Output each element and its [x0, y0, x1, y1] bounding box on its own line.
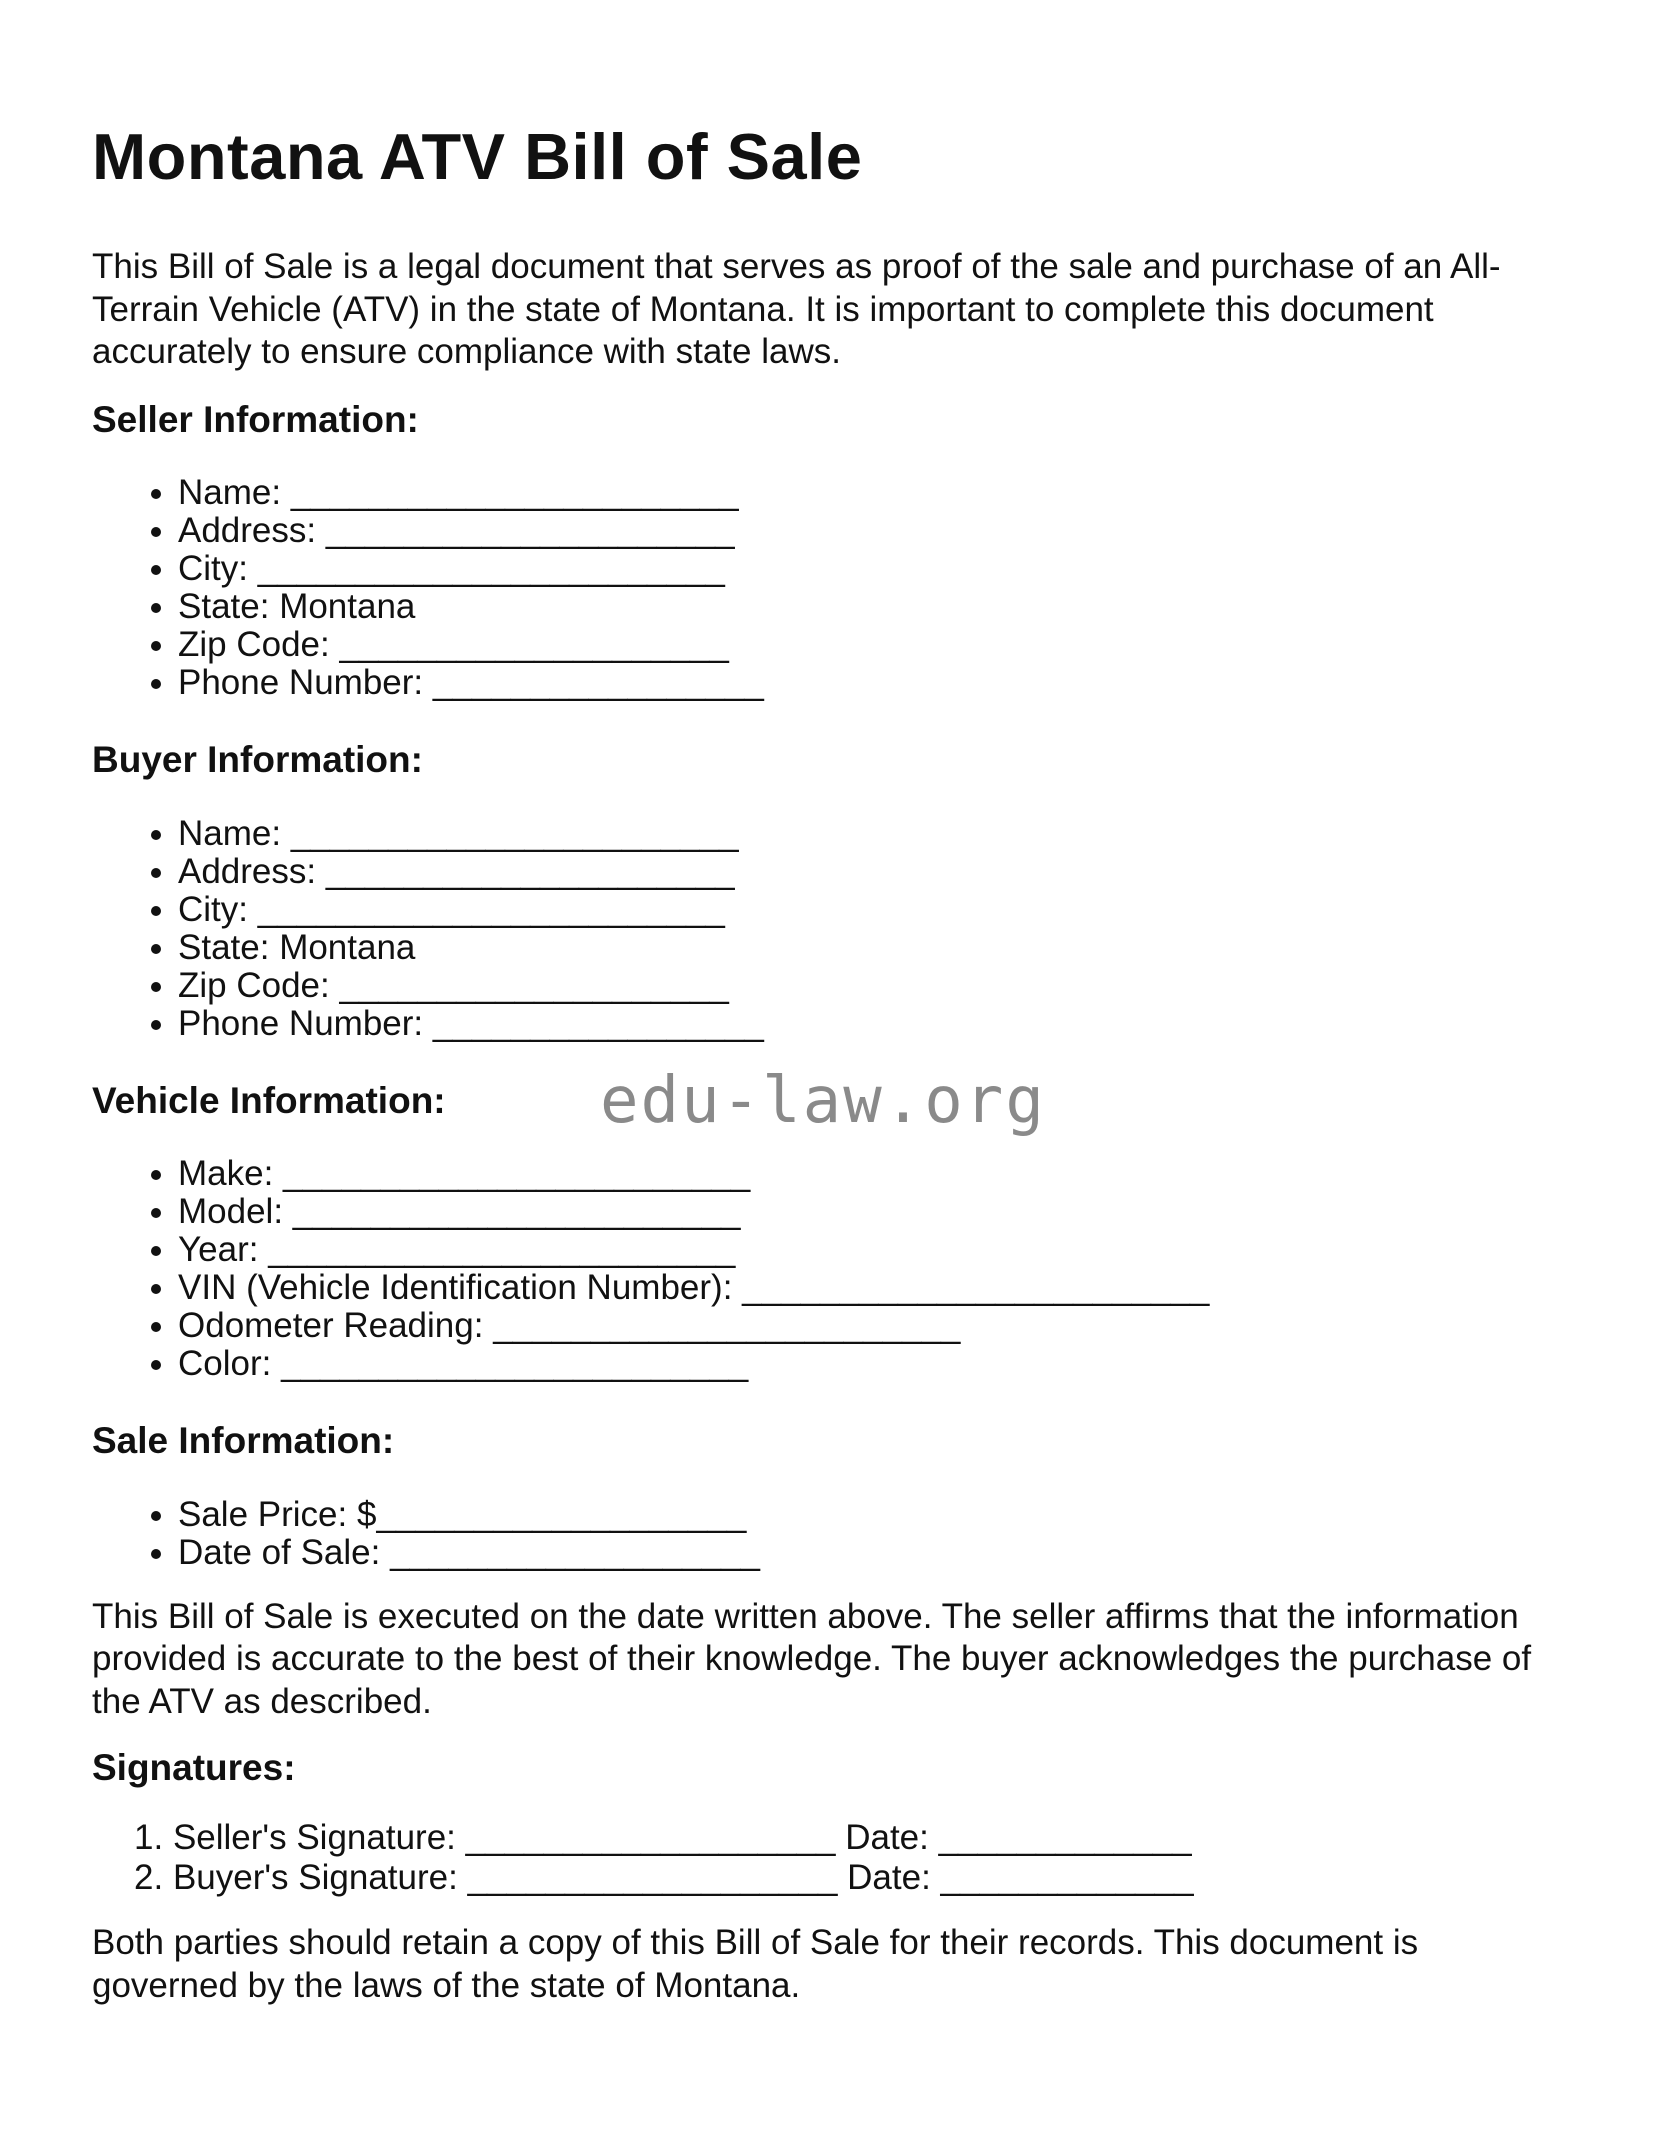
buyer-city-field [178, 891, 1572, 929]
field-label: Address: [178, 511, 317, 551]
field-value: Montana [279, 587, 416, 627]
field-label: Date of Sale: [178, 1532, 381, 1572]
field-blank: _____________________ [325, 511, 735, 551]
vehicle-odometer-field [178, 1307, 1572, 1345]
field-label: Model: [178, 1192, 284, 1232]
field-label: Address: [178, 851, 317, 891]
field-blank: ____________________ [339, 625, 729, 665]
vehicle-year-field [178, 1231, 1572, 1269]
field-label: City: [178, 549, 248, 589]
field-blank: ________________________ [281, 1344, 749, 1384]
date-label: Date: [845, 1818, 929, 1858]
date-blank: _____________ [940, 1858, 1194, 1898]
buyer-phone-field [178, 1005, 1572, 1043]
field-blank: ________________________ [268, 1230, 736, 1270]
field-blank: ________________________ [742, 1268, 1210, 1308]
signature-blank: ___________________ [467, 1858, 838, 1898]
signature-label: Seller's Signature: [172, 1818, 456, 1858]
field-blank: _________________ [432, 663, 764, 703]
field-blank: ________________________ [493, 1306, 961, 1346]
section-heading-vehicle [92, 1063, 1572, 1138]
closing-paragraph: Both parties should retain a copy of this Bill of Sale for their records. This document is governed by the laws of the state of Montana. [92, 1923, 1419, 2005]
field-label: State: [178, 587, 270, 627]
field-label: Name: [178, 813, 282, 853]
execution-paragraph: This Bill of Sale is executed on the date written above. The seller affirms that the information provided is accurate to the best of their knowledge. The buyer acknowledges the purchase of the ATV as described. [92, 1596, 1532, 1721]
intro-paragraph: This Bill of Sale is a legal document that serves as proof of the sale and purchase of an All-Terrain Vehicle (ATV) in the state of Montana. It is important to complete this document accurately to ensure compliance with state laws. [92, 247, 1501, 372]
vehicle-model-field [178, 1193, 1572, 1231]
seller-name-field [178, 474, 1572, 512]
field-label: Zip Code: [178, 625, 330, 665]
field-label: City: [178, 889, 248, 929]
seller-phone-field [178, 664, 1572, 702]
field-blank: ________________________ [283, 1154, 751, 1194]
section-heading-seller: Seller Information: [92, 399, 419, 441]
field-blank: _______________________ [290, 813, 739, 853]
section-heading-buyer: Buyer Information: [92, 739, 423, 781]
vehicle-color-field [178, 1345, 1572, 1383]
signature-label: Buyer's Signature: [172, 1858, 458, 1898]
field-label: Phone Number: [178, 1003, 424, 1043]
row-number: 1. [134, 1818, 164, 1858]
sale-price-field [178, 1496, 1572, 1534]
sale-date-field [178, 1534, 1572, 1572]
buyer-address-field [178, 853, 1572, 891]
vehicle-make-field [178, 1155, 1572, 1193]
buyer-info-list [92, 815, 1572, 1043]
field-value: Montana [279, 927, 416, 967]
seller-zip-field [178, 626, 1572, 664]
buyer-zip-field [178, 967, 1572, 1005]
field-blank: ________________________ [257, 889, 725, 929]
sale-info-list [92, 1496, 1572, 1572]
field-blank: _______________________ [290, 473, 739, 513]
buyer-state-field [178, 929, 1572, 967]
section-heading-vehicle-label: Vehicle Information: [92, 1079, 446, 1121]
vehicle-info-list [92, 1155, 1572, 1383]
watermark: edu-law.org [600, 1063, 1046, 1138]
currency-symbol: $ [356, 1494, 377, 1534]
field-blank: ________________________ [257, 549, 725, 589]
field-blank: _____________________ [325, 851, 735, 891]
seller-signature-row [134, 1818, 1572, 1858]
seller-city-field [178, 550, 1572, 588]
date-label: Date: [847, 1858, 931, 1898]
page-title: Montana ATV Bill of Sale [92, 120, 863, 193]
date-blank: _____________ [938, 1818, 1192, 1858]
buyer-signature-row [134, 1858, 1572, 1898]
section-heading-signatures: Signatures: [92, 1746, 296, 1788]
buyer-name-field [178, 815, 1572, 853]
field-label: Name: [178, 473, 282, 513]
vehicle-vin-field [178, 1269, 1572, 1307]
field-label: Zip Code: [178, 965, 330, 1005]
field-label: VIN (Vehicle Identification Number): [178, 1268, 733, 1308]
field-label: Phone Number: [178, 663, 424, 703]
field-label: Year: [178, 1230, 259, 1270]
field-label: Sale Price: [178, 1494, 348, 1534]
seller-state-field [178, 588, 1572, 626]
seller-info-list [92, 474, 1572, 702]
field-label: State: [178, 927, 270, 967]
field-blank: ____________________ [339, 965, 729, 1005]
field-blank: ___________________ [376, 1494, 747, 1534]
signature-blank: ___________________ [465, 1818, 836, 1858]
field-blank: ___________________ [390, 1532, 760, 1572]
field-label: Make: [178, 1154, 274, 1194]
field-blank: _______________________ [292, 1192, 741, 1232]
seller-address-field [178, 512, 1572, 550]
field-label: Color: [178, 1344, 272, 1384]
field-label: Odometer Reading: [178, 1306, 484, 1346]
signature-list [92, 1818, 1572, 1898]
row-number: 2. [134, 1858, 164, 1898]
section-heading-sale: Sale Information: [92, 1420, 395, 1462]
field-blank: _________________ [432, 1003, 764, 1043]
